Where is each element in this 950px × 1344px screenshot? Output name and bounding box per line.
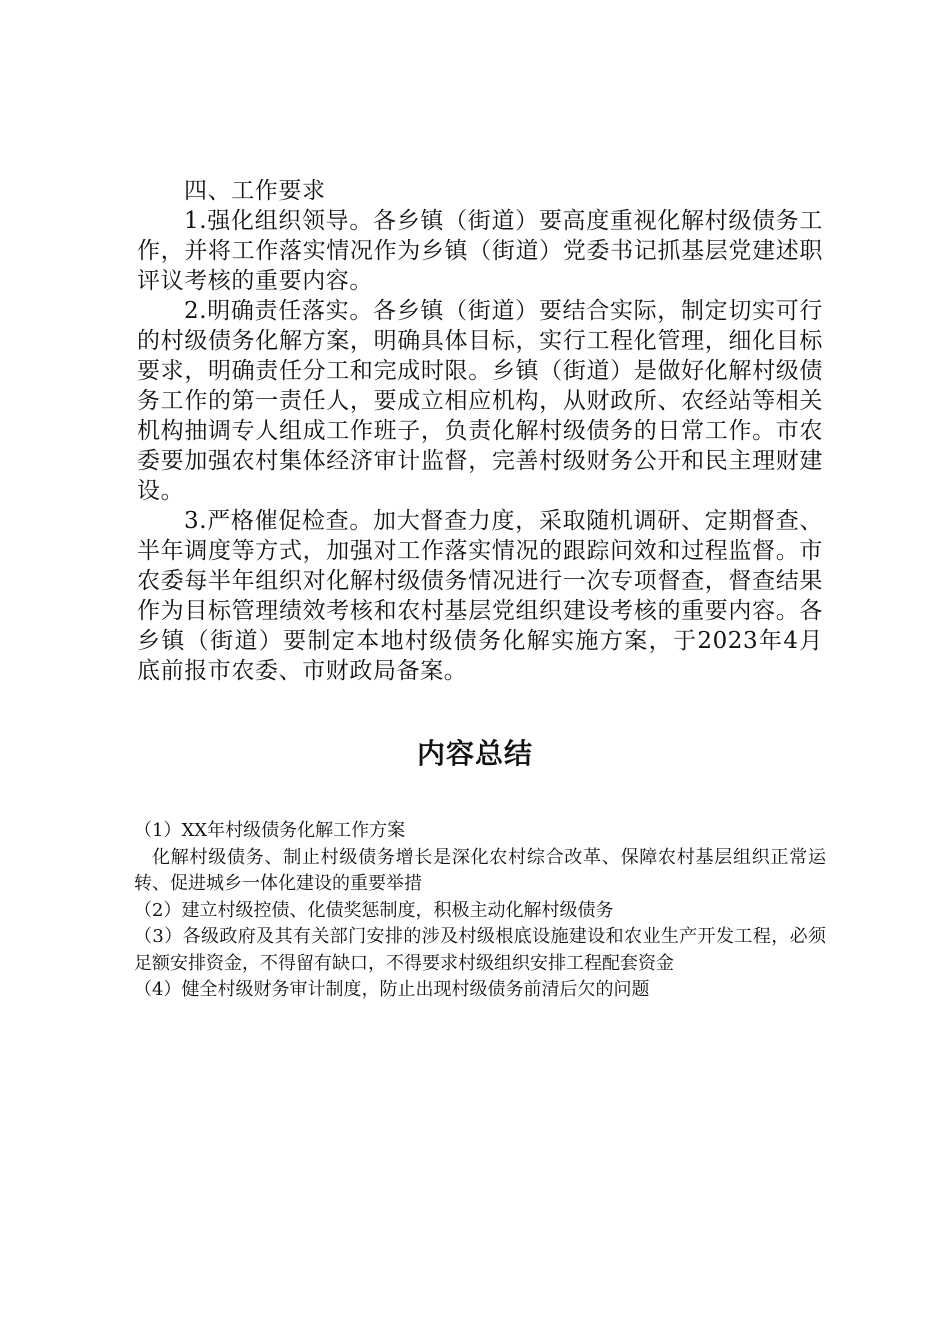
paragraph-organization-leadership: 1.强化组织领导。各乡镇（街道）要高度重视化解村级债务工作，并将工作落实情况作为乡镇（街道）党委书记抓基层党建述职评议考核的重要内容。	[137, 208, 823, 294]
summary-item-4: （4）健全村级财务审计制度，防止出现村级债务前清后欠的问题	[134, 979, 650, 1000]
section-heading: 四、工作要求	[184, 178, 326, 204]
paragraph-supervision: 3.严格催促检查。加大督查力度，采取随机调研、定期督查、半年调度等方式，加强对工作落实情况的跟踪问效和过程监督。市农委每半年组织对化解村级债务情况进行一次专项督查，督查结果作为目标管理绩效考核和农村基层党组织建设考核的重要内容。各乡镇（街道）要制定本地村级债务化解实施方案，于2023年4月底前报市农委、市财政局备案。	[137, 508, 823, 684]
paragraph-responsibility: 2.明确责任落实。各乡镇（街道）要结合实际，制定切实可行的村级债务化解方案，明确具体目标，实行工程化管理，细化目标要求，明确责任分工和完成时限。乡镇（街道）是做好化解村级债务工作的第一责任人，要成立相应机构，从财政所、农经站等相关机构抽调专人组成工作班子，负责化解村级债务的日常工作。市农委要加强农村集体经济审计监督，完善村级财务公开和民主理财建设。	[137, 298, 823, 504]
summary-item-2: （2）建立村级控债、化债奖惩制度，积极主动化解村级债务	[134, 899, 614, 921]
summary-item-1: （1）XX年村级债务化解工作方案	[134, 820, 406, 841]
summary-item-1-description: 化解村级债务、制止村级债务增长是深化农村综合改革、保障农村基层组织正常运转、促进城乡一体化建设的重要举措	[134, 846, 826, 894]
summary-title: 内容总结	[416, 737, 533, 770]
summary-item-3: （3）各级政府及其有关部门安排的涉及村级根底设施建设和农业生产开发工程，必须足额安排资金，不得留有缺口，不得要求村级组织安排工程配套资金	[134, 926, 826, 974]
work-requirements-section	[137, 176, 823, 686]
summary-section	[134, 818, 826, 1004]
